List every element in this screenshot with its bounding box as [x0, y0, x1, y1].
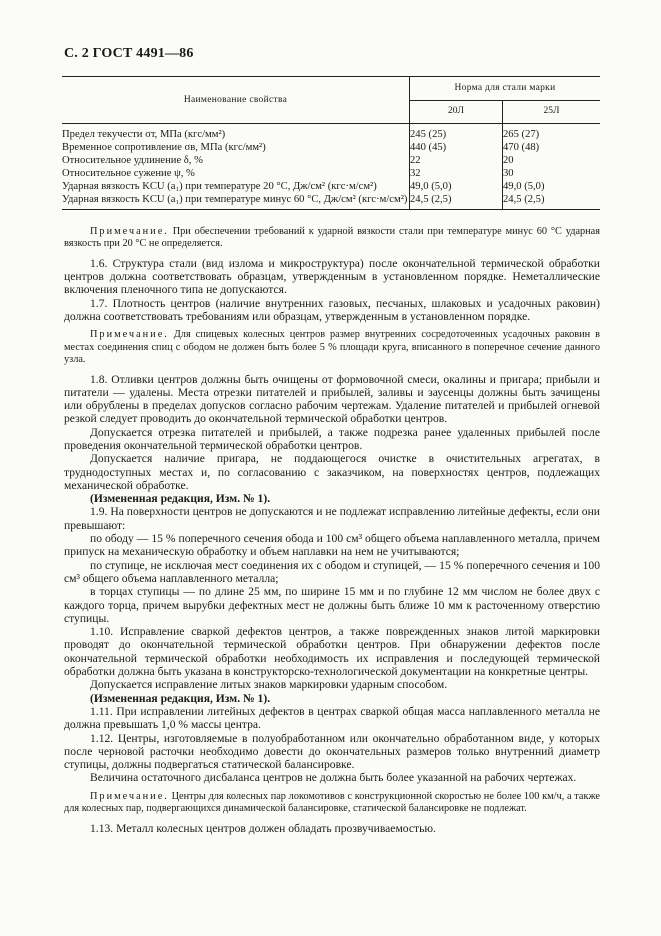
edition-note: (Измененная редакция, Изм. № 1).	[90, 492, 271, 506]
column-header-grade-25l: 25Л	[503, 100, 601, 124]
clause-1-7: 1.7. Плотность центров (наличие внутренних газовых, песчаных, шлаковых и усадочных раковин) должна соответствовать требованиям или образцам, утвержденным в установленном порядке.	[64, 296, 600, 323]
value-25l: 265 (27)	[503, 129, 540, 140]
value-20l: 24,5 (2,5)	[410, 193, 503, 210]
table-row	[62, 180, 600, 193]
property-name: Временное сопротивление σв, МПа (кгс/мм²)	[62, 141, 410, 154]
value-20l: 32	[410, 167, 503, 180]
properties-table	[62, 76, 600, 210]
clause-1-10-marking: Допускается исправление литых знаков маркировки ударным способом.	[90, 678, 448, 692]
clause-1-9-rim: по ободу — 15 % поперечного сечения обода и 100 см³ общего объема наплавленного металла, причем припуск на механическую обработку и объем наплавки на нем не учитываются;	[64, 532, 600, 559]
value-25l: 24,5 (2,5)	[503, 193, 601, 210]
clause-1-9-ends: в торцах ступицы — по длине 25 мм, по ширине 15 мм и по глубине 12 мм числом не более двух с каждого торца, причем вырубки дефектных мест не должны быть ближе 10 мм к расточенному отверстию ступицы.	[64, 585, 600, 625]
column-header-norm: Норма для стали марки	[410, 77, 601, 101]
clause-1-12: 1.12. Центры, изготовляемые в полуобработанном или окончательно обработанном виде, у которых после черновой расточки необходимо довести до окончательных размеров только внутренний диаметр ступицы, должны подвергаться статической балансировке.	[64, 731, 600, 772]
page-header: С. 2 ГОСТ 4491—86	[64, 46, 194, 61]
table-row	[62, 154, 600, 167]
value-25l: 470 (48)	[503, 142, 540, 153]
document-body	[64, 226, 600, 835]
table-row	[62, 141, 600, 154]
table-row	[62, 193, 600, 210]
property-name: Относительное сужение ψ, %	[62, 167, 410, 180]
table-row	[62, 124, 600, 142]
note-label: Примечание.	[90, 329, 169, 341]
value-25l: 20	[503, 155, 514, 166]
value-25l: 30	[503, 168, 514, 179]
clause-1-13: 1.13. Металл колесных центров должен обладать прозвучиваемостью.	[90, 821, 436, 835]
clause-1-8: 1.8. Отливки центров должны быть очищены от формовочной смеси, окалины и пригара; прибыли и питатели — удалены. Места отрезки питателей и прибылей, заливы и заусенцы должны быть зачищены или обрублены в пределах допусков согласно рабочим чертежам. Удаление питателей и прибылей огневой резкой следует проводить до окончательной термической обработки центров.	[64, 372, 600, 426]
column-header-grade-20l: 20Л	[410, 100, 503, 124]
note-locomotive	[64, 791, 600, 816]
column-header-property: Наименование свойства	[62, 77, 410, 124]
clause-1-11: 1.11. При исправлении литейных дефектов в центрах сваркой общая масса наплавленного металла не должна превышать 1,0 % массы центра.	[64, 704, 600, 732]
clause-1-12-imbalance: Величина остаточного дисбаланса центров не должна быть более указанной на рабочих чертежах.	[90, 771, 577, 785]
clause-1-8-feeders: Допускается отрезка питателей и прибылей, а также подрезка ранее удаленных прибылей после проведения окончательной термической обработки центров.	[64, 425, 600, 452]
clause-1-9: 1.9. На поверхности центров не допускаются и не подлежат исправлению литейные дефекты, если они превышают:	[64, 505, 600, 532]
value-20l: 22	[410, 154, 503, 167]
table-row	[62, 167, 600, 180]
clause-1-6: 1.6. Структура стали (вид излома и микроструктура) после окончательной термической обработки центров должна соответствовать образцам, утвержденным в установленном порядке. Неметаллические включения пленочного типа не допускаются.	[64, 256, 600, 297]
note-text: При обеспечении требований к ударной вязкости стали при температуре минус 60 °С ударная вязкость при 20 °С не определяется.	[64, 226, 600, 250]
value-20l: 245 (25)	[410, 124, 503, 142]
clause-1-9-hub: по ступице, не исключая мест соединения их с ободом и ступицей, — 15 % поперечного сечения и 100 см³ общего объема наплавленного металла;	[64, 558, 600, 585]
clause-1-10: 1.10. Исправление сваркой дефектов центров, а также поврежденных знаков литой маркировки проводят до окончательной термической обработки центров. При обнаружении дефектов после окончательной термической обработки необходимость их исправления и последующей термической обработки должна быть указана в конструкторско-технологической документации на конкретные центры.	[64, 625, 600, 679]
note-text: Центры для колесных пар локомотивов с конструкционной скоростью не более 100 км/ч, а также для колесных пар, подвергающихся динамической балансировке, статической балансировке не подлежат.	[64, 790, 600, 815]
property-name: Относительное удлинение δ, %	[62, 154, 410, 167]
note-impact-strength	[64, 226, 600, 251]
clause-1-8-burn: Допускается наличие пригара, не поддающегося очистке в очистительных агрегатах, в труднодоступных местах и, по согласованию с заказчиком, на поверхностях центров, подлежащих механической обработке.	[64, 452, 600, 492]
property-name: Ударная вязкость KCU (а₁) при температуре 20 °С, Дж/см² (кгс·м/см²)	[62, 180, 410, 193]
value-20l: 49,0 (5,0)	[410, 180, 503, 193]
value-20l: 440 (45)	[410, 141, 503, 154]
note-label: Примечание.	[90, 790, 169, 802]
value-25l: 49,0 (5,0)	[503, 181, 545, 192]
property-name: Ударная вязкость KCU (а₁) при температуре минус 60 °С, Дж/см² (кгс·м/см²)	[62, 193, 410, 210]
edition-note: (Измененная редакция, Изм. № 1).	[90, 691, 271, 705]
note-spoke-centers	[64, 329, 600, 366]
note-text: Для спицевых колесных центров размер внутренних сосредоточенных усадочных раковин в местах соединения спиц с ободом не должен быть более 5 % площади круга, вписанного в поперечное сечение данного узла.	[64, 329, 600, 366]
note-label: Примечание.	[90, 226, 169, 237]
table-header-row	[62, 77, 600, 101]
property-name: Предел текучести σт, МПа (кгс/мм²)	[62, 124, 410, 142]
